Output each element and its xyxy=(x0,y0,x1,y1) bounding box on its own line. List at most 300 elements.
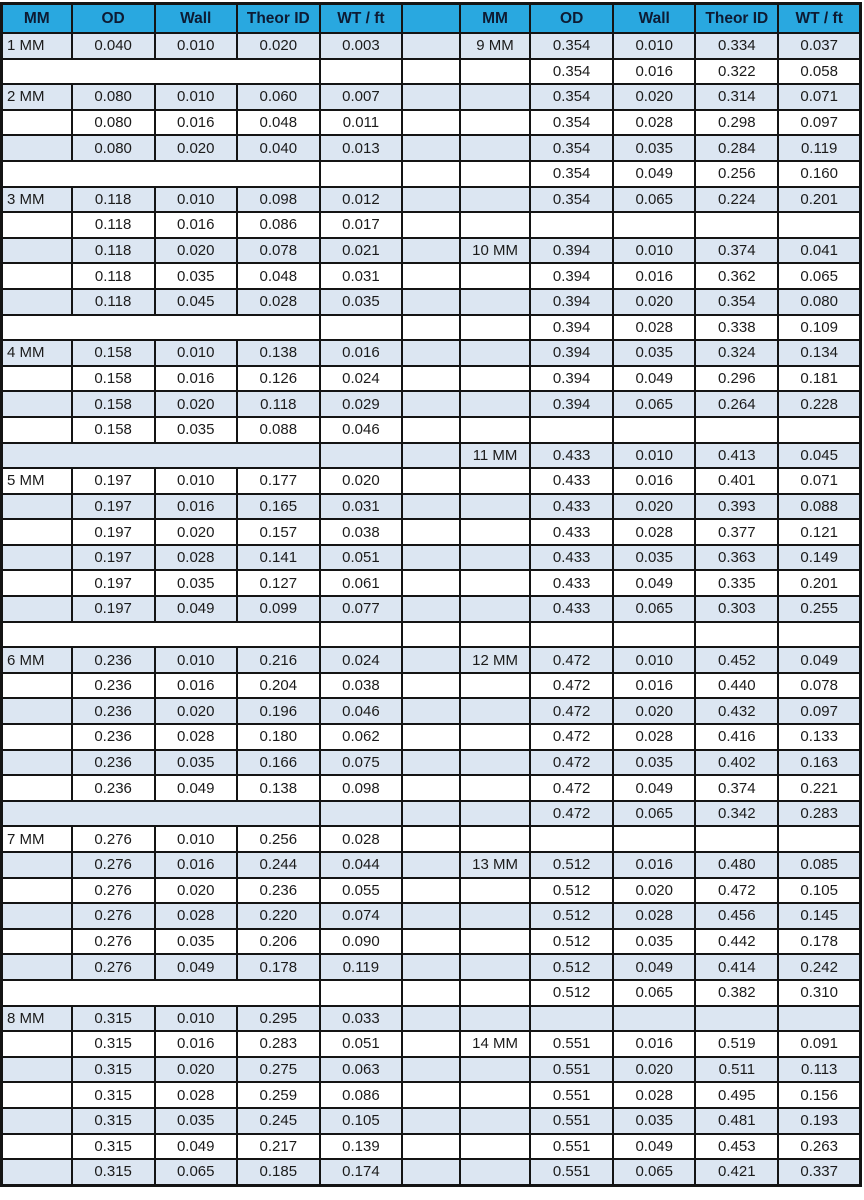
header-row xyxy=(2,4,861,34)
cell-wall-right: 0.049 xyxy=(613,1134,695,1160)
cell-theor-id-right: 0.314 xyxy=(695,84,778,110)
table-row xyxy=(2,801,861,827)
cell-wt-ft-left: 0.029 xyxy=(320,391,402,417)
cell-theor-id-left: 0.060 xyxy=(237,84,320,110)
cell-wall-right xyxy=(613,417,695,443)
cell-od-left: 0.118 xyxy=(72,263,155,289)
table-row xyxy=(2,110,861,136)
cell-wt-ft-right: 0.121 xyxy=(778,519,860,545)
cell-mm-right xyxy=(460,1159,530,1185)
cell-wt-ft-left: 0.074 xyxy=(320,903,402,929)
cell-theor-id-right: 0.303 xyxy=(695,596,778,622)
cell-theor-id-left: 0.157 xyxy=(237,519,320,545)
cell-theor-id-right: 0.511 xyxy=(695,1057,778,1083)
cell-wt-ft-left xyxy=(320,161,402,187)
table-row xyxy=(2,443,861,469)
table-row xyxy=(2,622,861,648)
cell-mm-right xyxy=(460,698,530,724)
cell-wall-left: 0.028 xyxy=(155,903,237,929)
table-row xyxy=(2,903,861,929)
cell-theor-id-right: 0.421 xyxy=(695,1159,778,1185)
cell-od-right: 0.354 xyxy=(530,59,613,85)
cell-od-left: 0.315 xyxy=(72,1031,155,1057)
cell-od-left: 0.315 xyxy=(72,1108,155,1134)
cell-mm-left xyxy=(2,1082,72,1108)
spacer-cell xyxy=(402,1006,460,1032)
table-row xyxy=(2,212,861,238)
left-spacer-cell xyxy=(2,443,320,469)
spacer-cell xyxy=(402,1134,460,1160)
cell-theor-id-left: 0.086 xyxy=(237,212,320,238)
cell-wall-left: 0.016 xyxy=(155,212,237,238)
cell-od-left: 0.276 xyxy=(72,878,155,904)
spacer-cell xyxy=(402,340,460,366)
cell-mm-left xyxy=(2,263,72,289)
cell-mm-right xyxy=(460,1108,530,1134)
cell-wall-left: 0.016 xyxy=(155,366,237,392)
cell-wt-ft-left: 0.044 xyxy=(320,852,402,878)
table-row xyxy=(2,929,861,955)
table-row xyxy=(2,1031,861,1057)
cell-wt-ft-left: 0.016 xyxy=(320,340,402,366)
cell-wall-right: 0.020 xyxy=(613,878,695,904)
cell-theor-id-left: 0.040 xyxy=(237,135,320,161)
cell-mm-left xyxy=(2,366,72,392)
cell-od-left: 0.118 xyxy=(72,289,155,315)
cell-mm-left xyxy=(2,596,72,622)
header-wt-ft-right: WT / ft xyxy=(778,4,860,34)
cell-mm-left: 7 MM xyxy=(2,826,72,852)
cell-theor-id-right: 0.256 xyxy=(695,161,778,187)
cell-wt-ft-right: 0.193 xyxy=(778,1108,860,1134)
table-row xyxy=(2,775,861,801)
cell-wall-left: 0.010 xyxy=(155,84,237,110)
spacer-cell xyxy=(402,443,460,469)
cell-od-left: 0.276 xyxy=(72,852,155,878)
cell-wall-left: 0.010 xyxy=(155,468,237,494)
cell-mm-right xyxy=(460,417,530,443)
spacer-cell xyxy=(402,1159,460,1185)
cell-od-right: 0.394 xyxy=(530,263,613,289)
cell-wt-ft-left xyxy=(320,315,402,341)
cell-mm-left xyxy=(2,494,72,520)
cell-theor-id-right: 0.402 xyxy=(695,750,778,776)
spacer-cell xyxy=(402,750,460,776)
cell-od-right: 0.354 xyxy=(530,161,613,187)
table-row xyxy=(2,1006,861,1032)
cell-wall-right: 0.065 xyxy=(613,187,695,213)
cell-od-left: 0.158 xyxy=(72,391,155,417)
cell-wall-left: 0.045 xyxy=(155,289,237,315)
cell-mm-left xyxy=(2,289,72,315)
cell-od-right: 0.512 xyxy=(530,980,613,1006)
cell-od-right: 0.512 xyxy=(530,929,613,955)
table-row xyxy=(2,1057,861,1083)
spacer-cell xyxy=(402,110,460,136)
spacer-cell xyxy=(402,263,460,289)
cell-od-right: 0.394 xyxy=(530,391,613,417)
cell-wt-ft-right: 0.045 xyxy=(778,443,860,469)
cell-wt-ft-left: 0.033 xyxy=(320,1006,402,1032)
table-row xyxy=(2,878,861,904)
cell-od-left: 0.118 xyxy=(72,212,155,238)
cell-wall-right: 0.049 xyxy=(613,775,695,801)
cell-wall-left: 0.020 xyxy=(155,391,237,417)
cell-mm-right xyxy=(460,980,530,1006)
cell-mm-left xyxy=(2,1031,72,1057)
cell-mm-right: 14 MM xyxy=(460,1031,530,1057)
cell-mm-right: 13 MM xyxy=(460,852,530,878)
spacer-cell xyxy=(402,545,460,571)
cell-mm-right xyxy=(460,315,530,341)
cell-theor-id-right: 0.393 xyxy=(695,494,778,520)
spacer-cell xyxy=(402,852,460,878)
cell-wall-left: 0.020 xyxy=(155,878,237,904)
cell-theor-id-right: 0.363 xyxy=(695,545,778,571)
spacer-cell xyxy=(402,622,460,648)
cell-theor-id-left: 0.204 xyxy=(237,673,320,699)
cell-wall-left: 0.049 xyxy=(155,954,237,980)
cell-wt-ft-right: 0.119 xyxy=(778,135,860,161)
cell-mm-left: 8 MM xyxy=(2,1006,72,1032)
cell-theor-id-left: 0.295 xyxy=(237,1006,320,1032)
cell-theor-id-right: 0.456 xyxy=(695,903,778,929)
spacer-cell xyxy=(402,212,460,238)
cell-od-left: 0.236 xyxy=(72,775,155,801)
cell-mm-right xyxy=(460,391,530,417)
cell-theor-id-right: 0.480 xyxy=(695,852,778,878)
cell-wall-right xyxy=(613,826,695,852)
cell-wt-ft-left: 0.021 xyxy=(320,238,402,264)
cell-wt-ft-right: 0.156 xyxy=(778,1082,860,1108)
cell-wt-ft-left: 0.174 xyxy=(320,1159,402,1185)
cell-wall-right: 0.049 xyxy=(613,161,695,187)
table-row xyxy=(2,238,861,264)
cell-wt-ft-right: 0.337 xyxy=(778,1159,860,1185)
cell-od-left: 0.080 xyxy=(72,135,155,161)
cell-theor-id-left: 0.138 xyxy=(237,775,320,801)
cell-od-left: 0.197 xyxy=(72,545,155,571)
table-row xyxy=(2,724,861,750)
header-od-left: OD xyxy=(72,4,155,34)
cell-od-right: 0.394 xyxy=(530,289,613,315)
cell-wt-ft-right: 0.145 xyxy=(778,903,860,929)
cell-od-right: 0.433 xyxy=(530,519,613,545)
cell-mm-left xyxy=(2,135,72,161)
cell-wall-right: 0.065 xyxy=(613,980,695,1006)
cell-wall-left: 0.016 xyxy=(155,852,237,878)
cell-od-right: 0.472 xyxy=(530,673,613,699)
spacer-cell xyxy=(402,1108,460,1134)
cell-mm-right xyxy=(460,903,530,929)
cell-wall-left: 0.016 xyxy=(155,673,237,699)
cell-theor-id-right: 0.334 xyxy=(695,33,778,59)
cell-theor-id-left: 0.196 xyxy=(237,698,320,724)
cell-wt-ft-right: 0.201 xyxy=(778,570,860,596)
cell-mm-right xyxy=(460,1006,530,1032)
cell-wall-right: 0.028 xyxy=(613,110,695,136)
spacer-cell xyxy=(402,84,460,110)
cell-od-left: 0.276 xyxy=(72,826,155,852)
cell-wall-right: 0.028 xyxy=(613,315,695,341)
cell-mm-left: 2 MM xyxy=(2,84,72,110)
cell-wall-left: 0.016 xyxy=(155,110,237,136)
cell-theor-id-left: 0.177 xyxy=(237,468,320,494)
cell-wall-right: 0.065 xyxy=(613,1159,695,1185)
cell-mm-left xyxy=(2,1108,72,1134)
cell-od-right: 0.512 xyxy=(530,954,613,980)
left-spacer-cell xyxy=(2,161,320,187)
table-row xyxy=(2,289,861,315)
cell-wt-ft-right: 0.228 xyxy=(778,391,860,417)
cell-theor-id-right: 0.377 xyxy=(695,519,778,545)
table-body xyxy=(2,33,861,1185)
cell-wall-right: 0.035 xyxy=(613,929,695,955)
table-row xyxy=(2,315,861,341)
cell-od-right: 0.472 xyxy=(530,724,613,750)
cell-mm-right xyxy=(460,801,530,827)
cell-wall-left: 0.028 xyxy=(155,724,237,750)
cell-od-right: 0.433 xyxy=(530,443,613,469)
cell-mm-right xyxy=(460,929,530,955)
cell-wt-ft-left: 0.051 xyxy=(320,1031,402,1057)
cell-theor-id-left: 0.216 xyxy=(237,647,320,673)
cell-wt-ft-right: 0.263 xyxy=(778,1134,860,1160)
cell-theor-id-right: 0.440 xyxy=(695,673,778,699)
table-row xyxy=(2,954,861,980)
cell-wall-right xyxy=(613,1006,695,1032)
cell-wt-ft-right: 0.255 xyxy=(778,596,860,622)
header-spacer xyxy=(402,4,460,34)
cell-od-left: 0.197 xyxy=(72,468,155,494)
cell-wall-left: 0.010 xyxy=(155,187,237,213)
cell-mm-left xyxy=(2,519,72,545)
cell-wt-ft-left xyxy=(320,801,402,827)
cell-od-left: 0.315 xyxy=(72,1006,155,1032)
cell-theor-id-right: 0.354 xyxy=(695,289,778,315)
cell-wall-right: 0.016 xyxy=(613,59,695,85)
cell-wt-ft-left: 0.051 xyxy=(320,545,402,571)
cell-wall-right: 0.016 xyxy=(613,468,695,494)
spacer-cell xyxy=(402,161,460,187)
cell-theor-id-right: 0.382 xyxy=(695,980,778,1006)
spacer-cell xyxy=(402,519,460,545)
cell-od-right: 0.512 xyxy=(530,903,613,929)
cell-theor-id-right: 0.322 xyxy=(695,59,778,85)
table-row xyxy=(2,1108,861,1134)
table-row xyxy=(2,647,861,673)
cell-wall-left: 0.010 xyxy=(155,647,237,673)
cell-wt-ft-right: 0.113 xyxy=(778,1057,860,1083)
table-row xyxy=(2,673,861,699)
cell-mm-left xyxy=(2,673,72,699)
cell-od-left: 0.236 xyxy=(72,750,155,776)
cell-mm-left: 5 MM xyxy=(2,468,72,494)
cell-mm-left xyxy=(2,1057,72,1083)
cell-wt-ft-left: 0.046 xyxy=(320,698,402,724)
cell-wt-ft-left: 0.105 xyxy=(320,1108,402,1134)
cell-wt-ft-right xyxy=(778,212,860,238)
header-mm-right: MM xyxy=(460,4,530,34)
cell-wt-ft-left: 0.038 xyxy=(320,673,402,699)
cell-mm-right xyxy=(460,468,530,494)
cell-theor-id-right: 0.452 xyxy=(695,647,778,673)
cell-theor-id-left: 0.256 xyxy=(237,826,320,852)
cell-od-left: 0.276 xyxy=(72,929,155,955)
header-theor-id-right: Theor ID xyxy=(695,4,778,34)
cell-mm-left xyxy=(2,903,72,929)
cell-mm-left: 1 MM xyxy=(2,33,72,59)
cell-mm-right xyxy=(460,1134,530,1160)
cell-od-left: 0.118 xyxy=(72,187,155,213)
cell-wall-left: 0.010 xyxy=(155,826,237,852)
cell-mm-right xyxy=(460,826,530,852)
cell-wt-ft-right: 0.160 xyxy=(778,161,860,187)
cell-od-right: 0.354 xyxy=(530,110,613,136)
cell-theor-id-right: 0.342 xyxy=(695,801,778,827)
cell-wall-right: 0.020 xyxy=(613,1057,695,1083)
header-mm-left: MM xyxy=(2,4,72,34)
spacer-cell xyxy=(402,468,460,494)
cell-mm-left xyxy=(2,545,72,571)
cell-wt-ft-right: 0.065 xyxy=(778,263,860,289)
cell-wt-ft-left: 0.012 xyxy=(320,187,402,213)
cell-wall-right: 0.035 xyxy=(613,545,695,571)
cell-mm-left xyxy=(2,954,72,980)
spacer-cell xyxy=(402,570,460,596)
spacer-cell xyxy=(402,801,460,827)
cell-theor-id-left: 0.165 xyxy=(237,494,320,520)
header-od-right: OD xyxy=(530,4,613,34)
cell-theor-id-right: 0.416 xyxy=(695,724,778,750)
cell-wt-ft-left: 0.119 xyxy=(320,954,402,980)
cell-mm-right xyxy=(460,340,530,366)
table-row xyxy=(2,826,861,852)
cell-wt-ft-right: 0.088 xyxy=(778,494,860,520)
cell-mm-right xyxy=(460,161,530,187)
cell-theor-id-left: 0.259 xyxy=(237,1082,320,1108)
spacer-cell xyxy=(402,878,460,904)
spacer-cell xyxy=(402,724,460,750)
cell-wall-left: 0.035 xyxy=(155,750,237,776)
table-row xyxy=(2,519,861,545)
cell-od-left: 0.315 xyxy=(72,1057,155,1083)
spacer-cell xyxy=(402,596,460,622)
cell-wall-right: 0.028 xyxy=(613,903,695,929)
cell-wall-left: 0.028 xyxy=(155,545,237,571)
cell-od-right: 0.394 xyxy=(530,366,613,392)
cell-mm-left xyxy=(2,750,72,776)
cell-wall-left: 0.016 xyxy=(155,1031,237,1057)
cell-wall-left: 0.065 xyxy=(155,1159,237,1185)
table-row xyxy=(2,391,861,417)
cell-theor-id-right: 0.401 xyxy=(695,468,778,494)
cell-od-right: 0.433 xyxy=(530,570,613,596)
cell-wall-right: 0.035 xyxy=(613,135,695,161)
cell-od-left: 0.276 xyxy=(72,954,155,980)
cell-wt-ft-right: 0.041 xyxy=(778,238,860,264)
spacer-cell xyxy=(402,366,460,392)
cell-od-right: 0.551 xyxy=(530,1057,613,1083)
cell-mm-right xyxy=(460,212,530,238)
cell-mm-left xyxy=(2,238,72,264)
cell-mm-left xyxy=(2,852,72,878)
cell-mm-right xyxy=(460,622,530,648)
cell-wt-ft-left: 0.013 xyxy=(320,135,402,161)
cell-theor-id-right xyxy=(695,417,778,443)
cell-mm-left xyxy=(2,1159,72,1185)
cell-wall-left: 0.049 xyxy=(155,775,237,801)
cell-wall-left: 0.020 xyxy=(155,135,237,161)
table-row xyxy=(2,545,861,571)
header-theor-id-left: Theor ID xyxy=(237,4,320,34)
cell-mm-right xyxy=(460,1057,530,1083)
cell-theor-id-right: 0.414 xyxy=(695,954,778,980)
cell-od-right: 0.472 xyxy=(530,750,613,776)
cell-mm-left xyxy=(2,878,72,904)
cell-theor-id-right: 0.335 xyxy=(695,570,778,596)
spacer-cell xyxy=(402,238,460,264)
cell-theor-id-left: 0.180 xyxy=(237,724,320,750)
left-spacer-cell xyxy=(2,59,320,85)
cell-od-right: 0.551 xyxy=(530,1159,613,1185)
cell-wt-ft-left xyxy=(320,443,402,469)
cell-theor-id-right: 0.362 xyxy=(695,263,778,289)
cell-theor-id-right: 0.374 xyxy=(695,775,778,801)
cell-theor-id-left: 0.166 xyxy=(237,750,320,776)
cell-theor-id-right: 0.442 xyxy=(695,929,778,955)
table-row xyxy=(2,1134,861,1160)
cell-od-right: 0.433 xyxy=(530,545,613,571)
cell-od-right: 0.394 xyxy=(530,340,613,366)
cell-od-left: 0.080 xyxy=(72,84,155,110)
cell-wall-right: 0.049 xyxy=(613,366,695,392)
cell-mm-left xyxy=(2,1134,72,1160)
cell-mm-right xyxy=(460,110,530,136)
cell-wall-left: 0.020 xyxy=(155,698,237,724)
cell-mm-right xyxy=(460,878,530,904)
cell-theor-id-left: 0.127 xyxy=(237,570,320,596)
cell-mm-right xyxy=(460,775,530,801)
cell-wt-ft-left: 0.098 xyxy=(320,775,402,801)
cell-od-left: 0.080 xyxy=(72,110,155,136)
cell-od-right: 0.394 xyxy=(530,238,613,264)
cell-mm-left: 4 MM xyxy=(2,340,72,366)
cell-wt-ft-right: 0.071 xyxy=(778,84,860,110)
cell-wall-right: 0.065 xyxy=(613,801,695,827)
table-row xyxy=(2,161,861,187)
cell-theor-id-right: 0.298 xyxy=(695,110,778,136)
cell-wt-ft-left xyxy=(320,59,402,85)
table-row xyxy=(2,417,861,443)
cell-theor-id-left: 0.020 xyxy=(237,33,320,59)
cell-wall-right: 0.035 xyxy=(613,750,695,776)
spacer-cell xyxy=(402,826,460,852)
cell-mm-left xyxy=(2,724,72,750)
cell-theor-id-left: 0.118 xyxy=(237,391,320,417)
cell-wt-ft-left: 0.061 xyxy=(320,570,402,596)
cell-mm-right xyxy=(460,1082,530,1108)
cell-od-left: 0.197 xyxy=(72,570,155,596)
cell-od-right xyxy=(530,212,613,238)
cell-wt-ft-right: 0.134 xyxy=(778,340,860,366)
cell-theor-id-right: 0.284 xyxy=(695,135,778,161)
cell-mm-left xyxy=(2,212,72,238)
cell-wall-left: 0.010 xyxy=(155,33,237,59)
cell-wt-ft-left: 0.024 xyxy=(320,647,402,673)
cell-wall-right: 0.049 xyxy=(613,570,695,596)
cell-wt-ft-left: 0.046 xyxy=(320,417,402,443)
